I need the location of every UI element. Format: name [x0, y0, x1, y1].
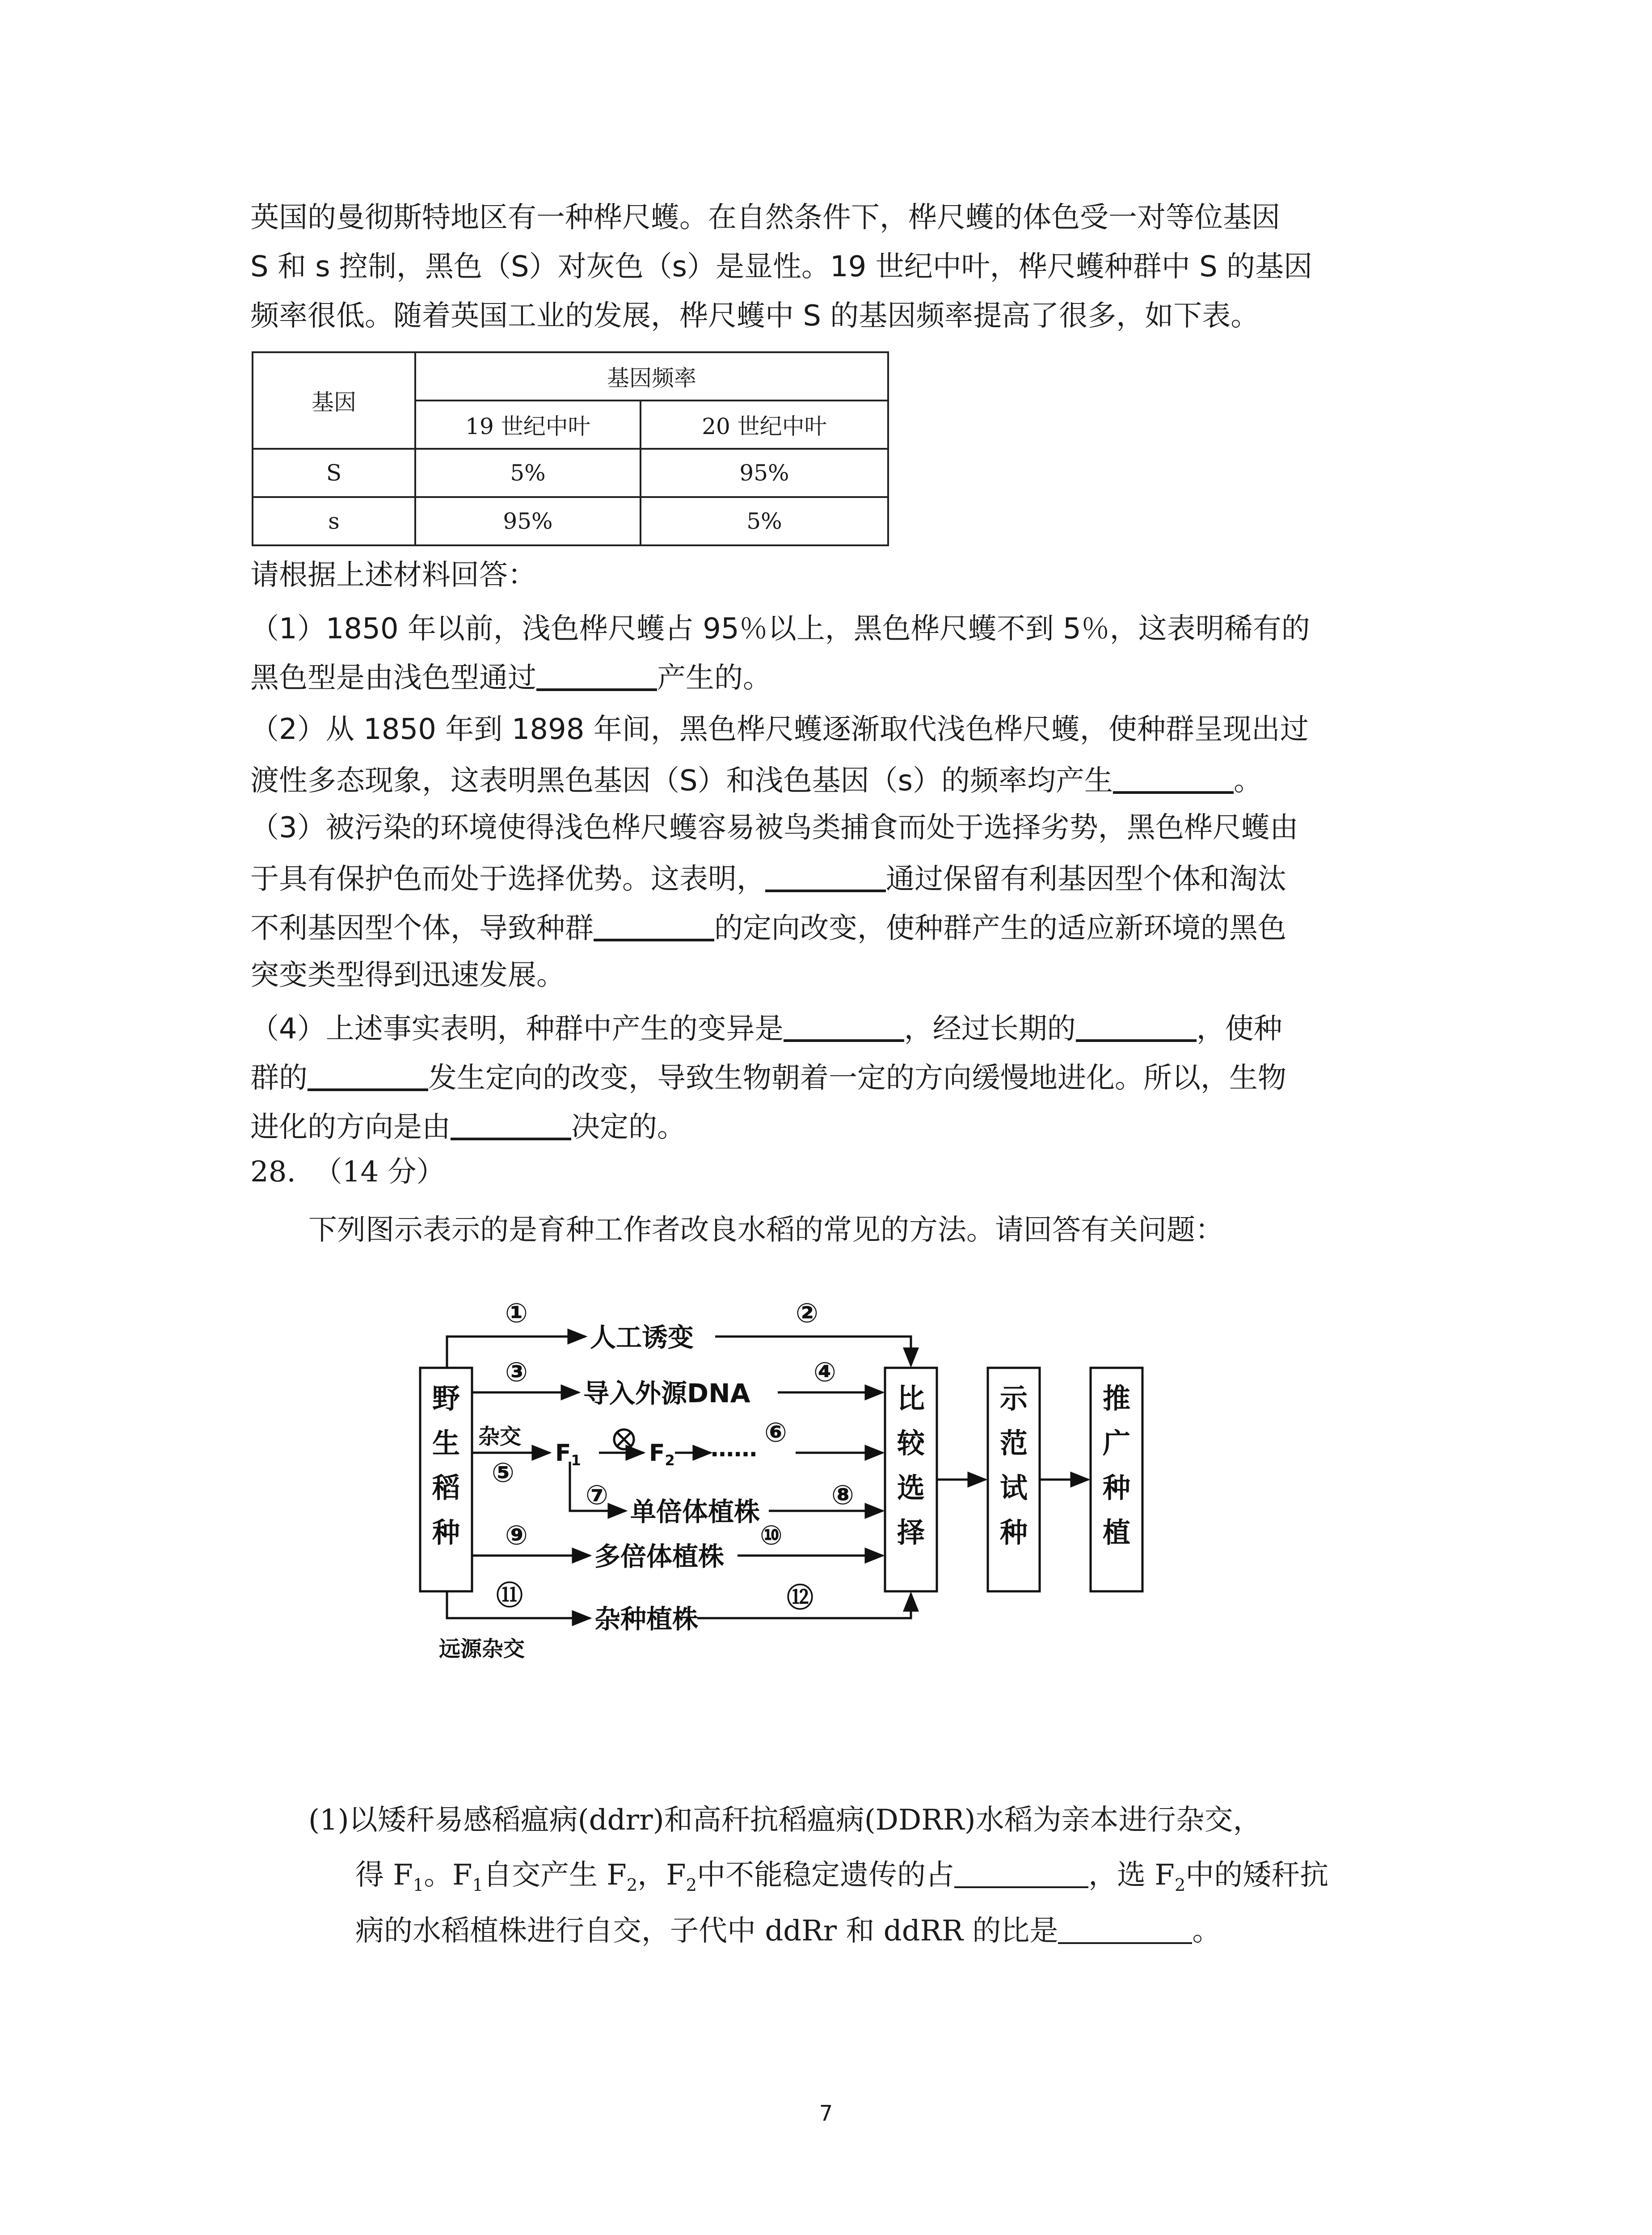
gene-frequency-table — [252, 351, 889, 546]
q27-p4-line-3: 进化的方向是由 决定的。 — [250, 1111, 686, 1144]
label-f2: F2 — [649, 1440, 675, 1469]
step-2: ② — [796, 1298, 818, 1329]
freq-header: 基因频率 — [415, 352, 888, 401]
wild-char: 生 — [432, 1427, 460, 1459]
answer-blank[interactable] — [451, 1111, 571, 1140]
q28-intro: 下列图示表示的是育种工作者改良水稻的常见的方法。请回答有关问题： — [308, 1214, 1224, 1247]
label-cross: 杂交 — [478, 1424, 522, 1449]
wild-char: 稻 — [432, 1472, 460, 1504]
compare-char: 较 — [897, 1427, 925, 1459]
label-haploid: 单倍体植株 — [630, 1497, 760, 1527]
compare-char: 选 — [897, 1472, 925, 1504]
demo-char: 试 — [999, 1472, 1028, 1504]
page-number: 7 — [819, 2101, 833, 2126]
gene-cell: s — [253, 497, 415, 545]
table-row — [253, 449, 888, 497]
q28-p1-line-3: 病的水稻植株进行自交，子代中 ddRr 和 ddRR 的比是 。 — [355, 1915, 1221, 1948]
promote-char: 植 — [1102, 1516, 1131, 1549]
step-11: ⑪ — [496, 1580, 523, 1611]
q27-p4-line-1: （4）上述事实表明，种群中产生的变异是 ，经过长期的 ，使种 — [250, 1012, 1282, 1046]
q27-p3-line-1: （3）被污染的环境使得浅色桦尺蠖容易被鸟类捕食而处于选择劣势，黑色桦尺蠖由 — [250, 811, 1298, 844]
label-distant-cross: 远源杂交 — [439, 1636, 525, 1661]
gene-cell: S — [253, 449, 415, 497]
answer-blank[interactable] — [308, 1062, 428, 1091]
label-dots: …… — [711, 1435, 757, 1462]
question-score: （14 分） — [313, 1155, 445, 1189]
promote-char: 推 — [1102, 1382, 1131, 1415]
demo-char: 范 — [999, 1427, 1028, 1459]
intro-line-2: S 和 s 控制，黑色（S）对灰色（s）是显性。19 世纪中叶，桦尺蠖种群中 S 的基因 — [250, 250, 1313, 283]
label-mutation: 人工诱变 — [590, 1322, 694, 1353]
q28-p1-line-1: (1)以矮秆易感稻瘟病(ddrr)和高秆抗稻瘟病(DDRR)水稻为亲本进行杂交， — [308, 1804, 1262, 1837]
answer-blank[interactable] — [594, 912, 714, 941]
demo-char: 示 — [999, 1382, 1028, 1415]
q27-p1-line-2: 黑色型是由浅色型通过 产生的。 — [250, 662, 771, 695]
answer-blank[interactable] — [765, 863, 886, 892]
q27-p3-line-2: 于具有保护色而处于选择优势。这表明， 通过保留有利基因型个体和淘汰 — [250, 863, 1286, 896]
answer-blank[interactable] — [1058, 1915, 1192, 1944]
wild-char: 种 — [432, 1516, 460, 1549]
value-cell: 95% — [415, 497, 641, 545]
step-7: ⑦ — [586, 1480, 608, 1511]
label-hybrid: 杂种植株 — [594, 1604, 699, 1634]
answer-blank[interactable] — [1113, 764, 1234, 794]
step-5: ⑤ — [492, 1457, 514, 1489]
q27-p3-line-3: 不利基因型个体，导致种群 的定向改变，使种群产生的适应新环境的黑色 — [250, 912, 1286, 945]
answer-blank[interactable] — [784, 1012, 904, 1042]
step-1: ① — [505, 1298, 528, 1329]
q27-p2-line-1: （2）从 1850 年到 1898 年间，黑色桦尺蠖逐渐取代浅色桦尺蠖，使种群呈现出过 — [250, 713, 1309, 746]
compare-char: 比 — [897, 1382, 925, 1415]
breeding-diagram — [402, 1274, 1171, 1676]
q27-p1-line-1: （1）1850 年以前，浅色桦尺蠖占 95％以上，黑色桦尺蠖不到 5％，这表明稀有的 — [250, 612, 1310, 645]
col-header-20th: 20 世纪中叶 — [641, 401, 888, 449]
label-polyploid: 多倍体植株 — [594, 1541, 725, 1572]
wild-char: 野 — [432, 1382, 460, 1415]
step-9: ⑨ — [505, 1520, 528, 1551]
q27-p4-line-2: 群的 发生定向的改变，导致生物朝着一定的方向缓慢地进化。所以，生物 — [250, 1062, 1286, 1095]
intro-line-1: 英国的曼彻斯特地区有一种桦尺蠖。在自然条件下，桦尺蠖的体色受一对等位基因 — [250, 201, 1280, 234]
label-f1: F1 — [555, 1440, 581, 1469]
q28-heading — [250, 1155, 445, 1189]
col-header-19th: 19 世纪中叶 — [415, 401, 641, 449]
step-3: ③ — [505, 1357, 528, 1388]
step-6: ⑥ — [764, 1417, 787, 1448]
promote-char: 广 — [1102, 1427, 1131, 1459]
value-cell: 95% — [641, 449, 888, 497]
gene-header: 基因 — [253, 352, 415, 449]
intro-line-3: 频率很低。随着英国工业的发展，桦尺蠖中 S 的基因频率提高了很多，如下表。 — [250, 299, 1260, 333]
q28-p1-line-2: 得 $F_1$。$F_1$自交产生 $F_2$，$F_2$中不能稳定遗传的占 ，选 $F_2$中的矮秆抗 — [355, 1859, 1329, 1895]
question-number: 28. — [250, 1155, 296, 1189]
q27-p3-line-4: 突变类型得到迅速发展。 — [250, 959, 565, 992]
promote-char: 种 — [1102, 1472, 1131, 1504]
label-dna: 导入外源DNA — [583, 1378, 750, 1408]
answer-blank[interactable] — [1076, 1012, 1197, 1042]
compare-char: 择 — [897, 1516, 925, 1549]
step-4: ④ — [813, 1357, 836, 1388]
step-8: ⑧ — [831, 1480, 854, 1511]
answer-blank[interactable] — [536, 662, 657, 691]
demo-char: 种 — [999, 1516, 1028, 1549]
value-cell: 5% — [415, 449, 641, 497]
value-cell: 5% — [641, 497, 888, 545]
answer-blank[interactable] — [954, 1860, 1088, 1888]
q27-prompt: 请根据上述材料回答： — [250, 559, 536, 592]
step-12: ⑫ — [787, 1582, 813, 1614]
q27-p2-line-2: 渡性多态现象，这表明黑色基因（S）和浅色基因（s）的频率均产生 。 — [250, 764, 1262, 797]
table-row — [253, 497, 888, 545]
step-10: ⑩ — [760, 1520, 783, 1551]
